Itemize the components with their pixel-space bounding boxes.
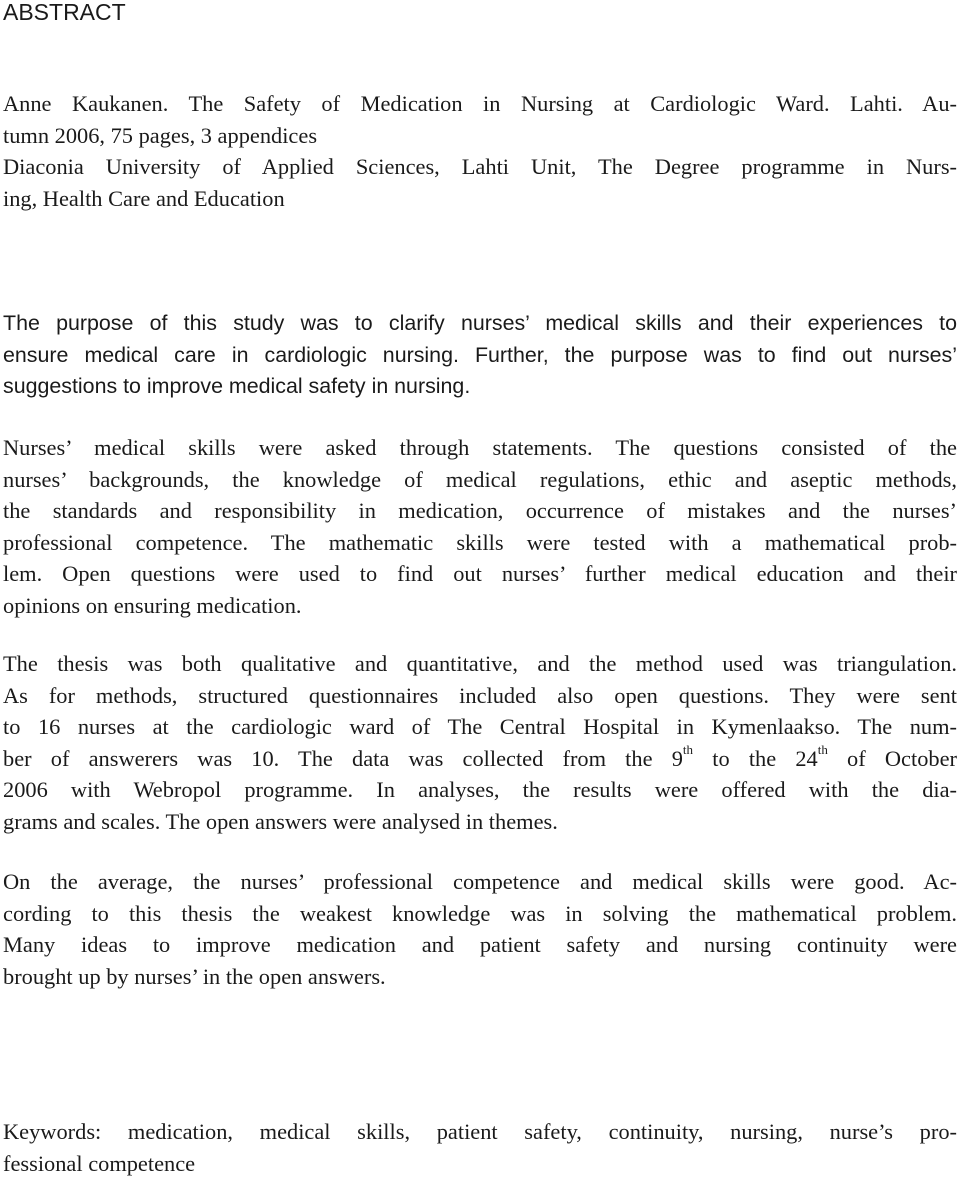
page-title: ABSTRACT (3, 0, 126, 25)
purpose-paragraph (3, 308, 957, 403)
paragraph-line: The thesis was both qualitative and quantitative, and the method used was triangulation. (3, 651, 957, 676)
keywords-line: fessional competence (3, 1150, 196, 1176)
ordinal-suffix: th (817, 742, 828, 758)
paragraph-line: opinions on ensuring medication. (3, 592, 302, 618)
paragraph-line-with-dates (3, 743, 957, 775)
paragraph-line: brought up by nurses’ in the open answers. (3, 963, 386, 989)
citation-block (3, 88, 957, 214)
paragraph-line: the standards and responsibility in medication, occurrence of mistakes and the nurses’ (3, 498, 957, 523)
citation-line: Diaconia University of Applied Sciences, Lahti Unit, The Degree programme in Nurs- (3, 154, 957, 179)
paragraph-line: On the average, the nurses’ professional competence and medical skills were good. Ac- (3, 869, 957, 894)
line-text: of October (827, 745, 957, 771)
citation-line: ing, Health Care and Education (3, 185, 285, 211)
citation-line: Anne Kaukanen. The Safety of Medication in Nursing at Cardiologic Ward. Lahti. Au- (3, 91, 957, 116)
paragraph-line: grams and scales. The open answers were analysed in themes. (3, 808, 558, 834)
paragraph-line: cording to this thesis the weakest knowledge was in solving the mathematical problem. (3, 900, 957, 926)
paragraph-line: ensure medical care in cardiologic nursing. Further, the purpose was to find out nurses’ (3, 342, 957, 367)
ordinal-suffix: th (682, 742, 694, 758)
keywords-line: Keywords: medication, medical skills, patient safety, continuity, nursing, nurse’s pro- (3, 1119, 957, 1144)
paragraph-line: As for methods, structured questionnaires included also open questions. They were sent (3, 682, 957, 708)
paragraph-line: Nurses’ medical skills were asked through statements. The questions consisted of the (3, 435, 957, 460)
paragraph-line: lem. Open questions were used to find out nurses’ further medical education and their (3, 561, 957, 586)
paragraph-line: to 16 nurses at the cardiologic ward of The Central Hospital in Kymenlaakso. The num- (3, 714, 957, 739)
citation-line: tumn 2006, 75 pages, 3 appendices (3, 122, 318, 148)
paragraph-line: The purpose of this study was to clarify nurses’ medical skills and their experiences to (3, 311, 957, 335)
methods-paragraph (3, 432, 957, 621)
keywords-block (3, 1116, 957, 1179)
paragraph-line: 2006 with Webropol programme. In analyses, the results were offered with the dia- (3, 777, 957, 802)
paragraph-line: nurses’ backgrounds, the knowledge of medical regulations, ethic and aseptic methods, (3, 466, 957, 492)
line-text: ber of answerers was 10. The data was collected from the 9 (3, 745, 683, 771)
line-text: to the 24 (693, 745, 818, 771)
thesis-paragraph (3, 648, 957, 837)
paragraph-line: professional competence. The mathematic skills were tested with a mathematical prob- (3, 529, 957, 555)
paragraph-line: suggestions to improve medical safety in nursing. (3, 374, 471, 398)
results-paragraph (3, 866, 957, 992)
paragraph-line: Many ideas to improve medication and patient safety and nursing continuity were (3, 932, 957, 957)
